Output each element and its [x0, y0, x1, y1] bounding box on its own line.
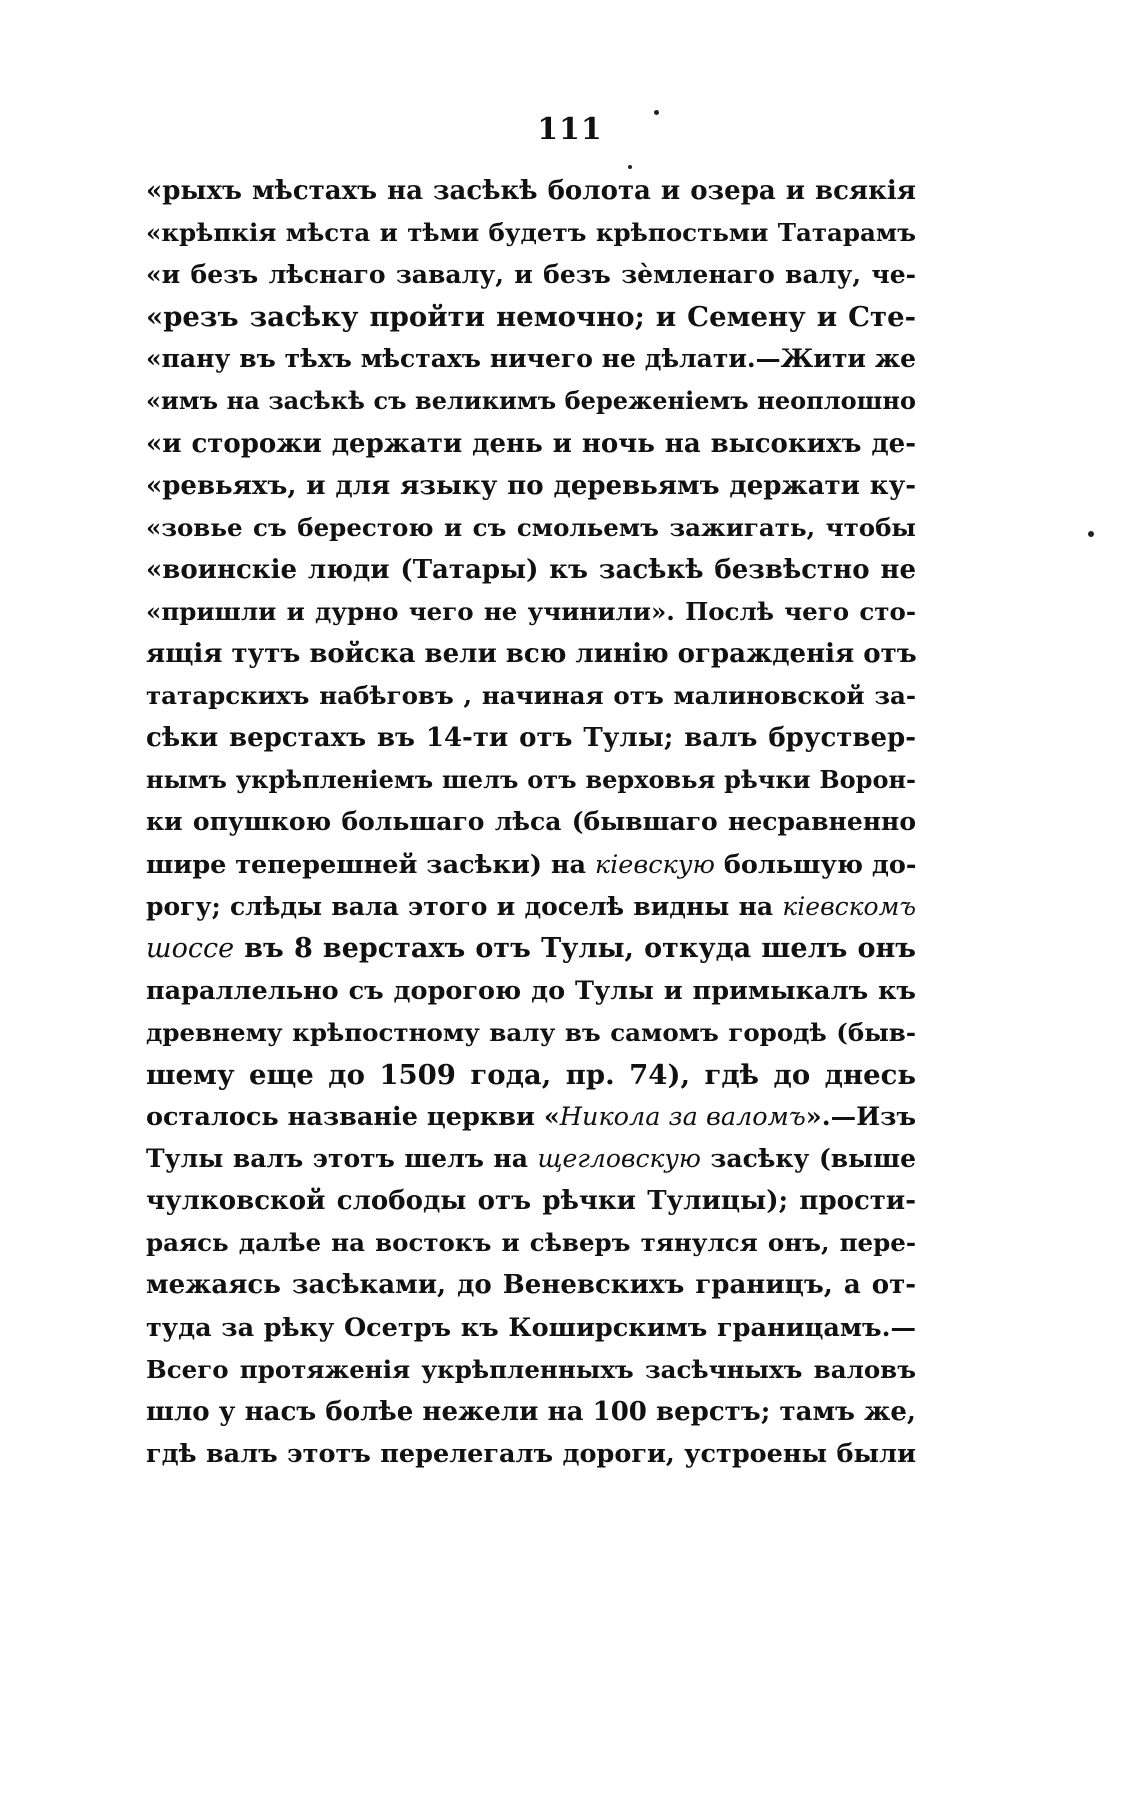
- print-speck: [628, 165, 632, 169]
- text-line: [146, 928, 916, 970]
- text-line: [146, 1096, 916, 1138]
- text-line: [146, 633, 916, 675]
- text-segment: ящія тутъ войска вели всю линію огражденія отъ: [146, 639, 917, 670]
- text-segment: «резъ засѣку пройти немочно; и Семену и Сте-: [146, 301, 916, 334]
- text-segment: «имъ на засѣкѣ съ великимъ береженіемъ неоплошно: [146, 386, 916, 416]
- print-speck: [1088, 531, 1094, 537]
- text-segment: «крѣпкія мѣста и тѣми будетъ крѣпостьми Татарамъ: [146, 218, 916, 248]
- text-segment: шему еще до 1509 года, пр. 74), гдѣ до днесь: [146, 1058, 916, 1091]
- text-segment: гдѣ валъ этотъ перелегалъ дороги, устроены были: [146, 1438, 916, 1469]
- text-segment: Всего протяженія укрѣпленныхъ засѣчныхъ валовъ: [146, 1354, 916, 1384]
- italic-text: шоссе: [146, 932, 235, 964]
- text-line: [146, 844, 916, 886]
- text-line: [146, 338, 916, 380]
- text-line: [146, 423, 916, 465]
- page-number: 111: [537, 112, 603, 147]
- text-segment: межаясь засѣками, до Веневскихъ границъ, а от-: [146, 1270, 916, 1301]
- text-line: [146, 1180, 916, 1222]
- text-line: [146, 591, 916, 633]
- text-segment: въ 8 верстахъ отъ Тулы, откуда шелъ онъ: [234, 932, 916, 964]
- text-segment: туда за рѣку Осетръ къ Коширскимъ границамъ.—: [146, 1312, 916, 1343]
- text-segment: чулковской слободы отъ рѣчки Тулицы); прости-: [146, 1186, 916, 1217]
- text-segment: параллельно съ дорогою до Тулы и примыкалъ къ: [146, 975, 916, 1006]
- text-line: [146, 675, 916, 717]
- italic-text: щегловскую: [537, 1144, 701, 1174]
- text-segment: рогу; слѣды вала этого и доселѣ видны на: [146, 891, 783, 921]
- text-segment: раясь далѣе на востокъ и сѣверъ тянулся онъ, пере-: [146, 1228, 916, 1258]
- text-segment: засѣку (выше: [700, 1144, 916, 1174]
- text-line: [146, 1349, 916, 1391]
- text-segment: «ревьяхъ, и для языку по деревьямъ держати ку-: [146, 470, 916, 501]
- text-line: [146, 1307, 916, 1349]
- text-line: [146, 549, 916, 591]
- body-text: [146, 170, 916, 1475]
- text-line: [146, 886, 916, 928]
- text-segment: Тулы валъ этотъ шелъ на: [146, 1144, 538, 1174]
- text-line: [146, 212, 916, 254]
- text-segment: шло у насъ болѣе нежели на 100 верстъ; тамъ же,: [146, 1396, 916, 1427]
- text-segment: древнему крѣпостному валу въ самомъ городѣ (быв-: [146, 1017, 916, 1047]
- text-line: [146, 759, 916, 801]
- text-segment: «пришли и дурно чего не учинили». Послѣ чего сто-: [146, 596, 916, 626]
- text-line: [146, 1222, 916, 1264]
- text-segment: «воинскіе люди (Татары) къ засѣкѣ безвѣстно не: [146, 554, 916, 585]
- text-line: [146, 970, 916, 1012]
- text-line: [146, 1391, 916, 1433]
- text-line: [146, 170, 916, 212]
- text-line: [146, 1138, 916, 1180]
- text-segment: ки опушкою большаго лѣса (бывшаго несравненно: [146, 807, 916, 837]
- text-segment: шире теперешней засѣки) на: [146, 849, 595, 880]
- text-line: [146, 1264, 916, 1306]
- text-segment: нымъ укрѣпленіемъ шелъ отъ верховья рѣчки Ворон-: [146, 765, 916, 795]
- text-segment: ».—Изъ: [805, 1102, 917, 1133]
- text-segment: татарскихъ набѣговъ , начиная отъ малиновской за-: [146, 681, 916, 711]
- text-line: [146, 465, 916, 507]
- text-line: [146, 296, 916, 338]
- text-line: [146, 380, 916, 422]
- text-line: [146, 1054, 916, 1096]
- text-line: [146, 717, 916, 759]
- text-segment: осталось названіе церкви «: [146, 1102, 560, 1133]
- text-segment: «и сторожи держати день и ночь на высокихъ де-: [146, 428, 916, 459]
- italic-text: кіевскую: [594, 849, 715, 880]
- text-line: [146, 254, 916, 296]
- text-segment: сѣки верстахъ въ 14-ти отъ Тулы; валъ бруствер-: [146, 723, 916, 754]
- text-segment: «пану въ тѣхъ мѣстахъ ничего не дѣлати.—Жити же: [146, 344, 916, 374]
- text-segment: «рыхъ мѣстахъ на засѣкѣ болота и озера и всякія: [146, 176, 916, 206]
- text-segment: «зовье съ берестою и съ смольемъ зажигать, чтобы: [146, 512, 916, 542]
- text-segment: большую до-: [714, 849, 917, 880]
- italic-text: кіевскомъ: [782, 891, 916, 921]
- text-line: [146, 1433, 916, 1475]
- italic-text: Никола за валомъ: [559, 1102, 806, 1133]
- print-speck: [654, 110, 659, 115]
- text-line: [146, 801, 916, 843]
- text-line: [146, 1012, 916, 1054]
- text-segment: «и безъ лѣснаго завалу, и безъ зѐмленаго валу, че-: [146, 260, 916, 290]
- text-line: [146, 507, 916, 549]
